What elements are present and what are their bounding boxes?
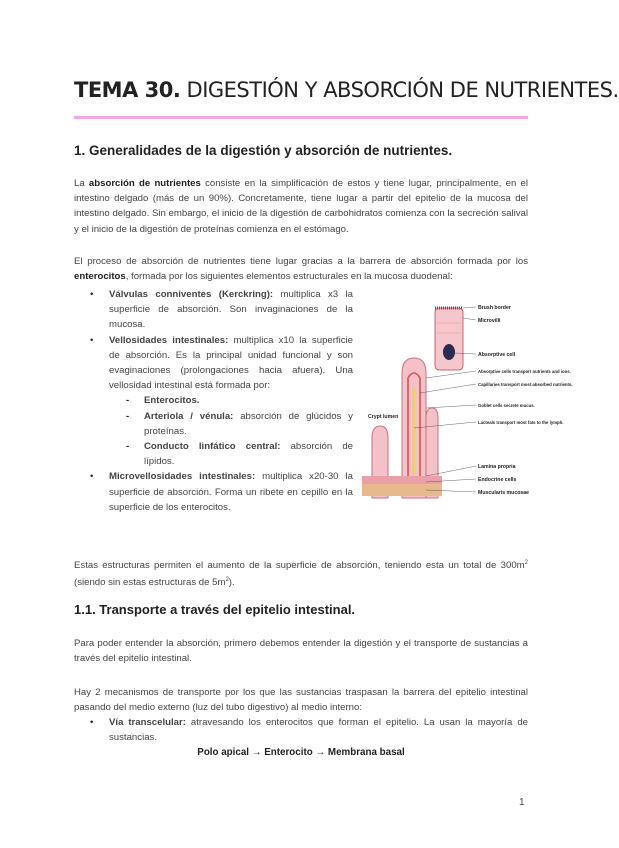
item-text: multiplica x20-30 la superficie de absorción. Forma un ribete en cepillo en la superficie de los enterocitos. [109, 471, 353, 513]
label-crypt-lumen: Crypt lumen [368, 414, 399, 420]
sub-item-term: Enterocitos. [144, 395, 200, 407]
transport-routes-list [90, 715, 528, 745]
text-run: (siendo sin estas estructuras de 5m [74, 577, 226, 589]
nucleus-shape [443, 344, 455, 360]
structures-list [90, 287, 353, 515]
sub-item-text: absorción de lípidos. [144, 441, 353, 468]
item-term: Válvulas conniventes (Kerckring): [109, 289, 274, 300]
item-term: Vía transcelular: [109, 717, 186, 728]
sub-list-item [109, 393, 353, 408]
label-brush-border: Brush border [478, 305, 511, 311]
transport-path-formula: Polo apical → Enterocito → Membrana basal [197, 747, 405, 758]
text-run: ). [228, 577, 235, 589]
bold-term: enterocitos [74, 271, 126, 283]
superscript: 2 [524, 560, 528, 566]
section-1-1-paragraph-1: Para poder entender la absorción, primero debemos entender la digestión y el transporte de sustancias a través del epitelio intestinal. [74, 638, 528, 665]
label-lamina-propria: Lamina propria [478, 464, 516, 470]
villus-illustration [362, 298, 573, 504]
sub-list-item [109, 409, 353, 439]
item-text: multiplica x3 la superficie de absorción. Son invaginaciones de la mucosa. [109, 289, 353, 331]
item-text: atravesando los enterocitos que forman el epitelio. La usan la mayoría de sustancias. [109, 717, 528, 744]
label-absorptive-cells-transport: Absorptive cells transport nutrients and ions. [478, 369, 571, 374]
text-run: consiste en la simplificación de estos y tiene lugar, principalmente, en el intestino delgado (más de un 90%). Concretamente, tiene lugar a partir del epitelio de la mucosa del intestino delgado. Sin embargo, el inicio de la digestión de carbohidratos comienza con la secreción salival y el inicio de la digestión de proteínas comienza en el estómago. [74, 178, 528, 235]
text-run: , formada por los siguientes elementos estructurales en la mucosa duodenal: [125, 271, 453, 283]
title-number: TEMA 30. [74, 78, 181, 102]
list-item [90, 287, 353, 333]
villus-components-list [109, 393, 353, 469]
label-endocrine-cells: Endocrine cells [478, 477, 517, 483]
list-item [90, 715, 528, 745]
section-1-paragraph-2 [74, 254, 528, 284]
document-title [74, 78, 619, 102]
label-goblet-cells: Goblet cells secrete mucus. [478, 403, 535, 408]
title-underline [74, 116, 528, 119]
label-lacteals: Lacteals transport most fats to the lymph. [478, 420, 564, 425]
label-muscularis-mucosae: Muscularis mucosae [478, 490, 530, 496]
text-run: Estas estructuras permiten el aumento de la superficie de absorción, teniendo esta un total de 300m [74, 560, 525, 572]
page-number: 1 [519, 797, 525, 808]
sub-item-text: absorción de glúcidos y proteínas. [144, 410, 353, 437]
section-1-1-heading: 1.1. Transporte a través del epitelio intestinal. [74, 602, 356, 617]
section-1-paragraph-1 [74, 176, 528, 237]
list-item [90, 469, 353, 515]
sub-item-term: Arteriola / vénula: [144, 410, 234, 422]
enterocyte-zoom [435, 308, 463, 370]
text-run: El proceso de absorción de nutrientes tiene lugar gracias a la barrera de absorción formada por los [74, 256, 528, 267]
section-1-heading: 1. Generalidades de la digestión y absorción de nutrientes. [74, 143, 453, 158]
superscript: 2 [225, 577, 229, 584]
label-absorptive-cell: Absorptive cell [478, 352, 516, 358]
label-capillaries: Capillaries transport most absorbed nutrients. [478, 382, 573, 387]
bold-term: absorción de nutrientes [88, 178, 201, 189]
section-1-paragraph-3 [74, 556, 528, 591]
label-microvilli: Microvilli [478, 318, 501, 324]
item-term: Vellosidades intestinales: [109, 334, 229, 346]
sub-item-term: Conducto linfático central: [144, 441, 281, 453]
item-text: multiplica x10 la superficie de absorción. Es la principal unidad funcional y son evaginaciones (prolongaciones hacia afuera). Una vellosidad intestinal está formada por: [109, 334, 353, 392]
list-item [90, 333, 353, 470]
item-term: Microvellosidades intestinales: [109, 471, 256, 483]
section-1-1-paragraph-2: Hay 2 mecanismos de transporte por los que las sustancias traspasan la barrera del epitelio intestinal pasando del medio externo (luz del tubo digestivo) al medio interno: [74, 687, 528, 714]
text-run: La [74, 178, 89, 189]
lamina-propria-band [362, 476, 442, 484]
title-text: DIGESTIÓN Y ABSORCIÓN DE NUTRIENTES. [180, 78, 619, 102]
sub-list-item [109, 439, 353, 469]
